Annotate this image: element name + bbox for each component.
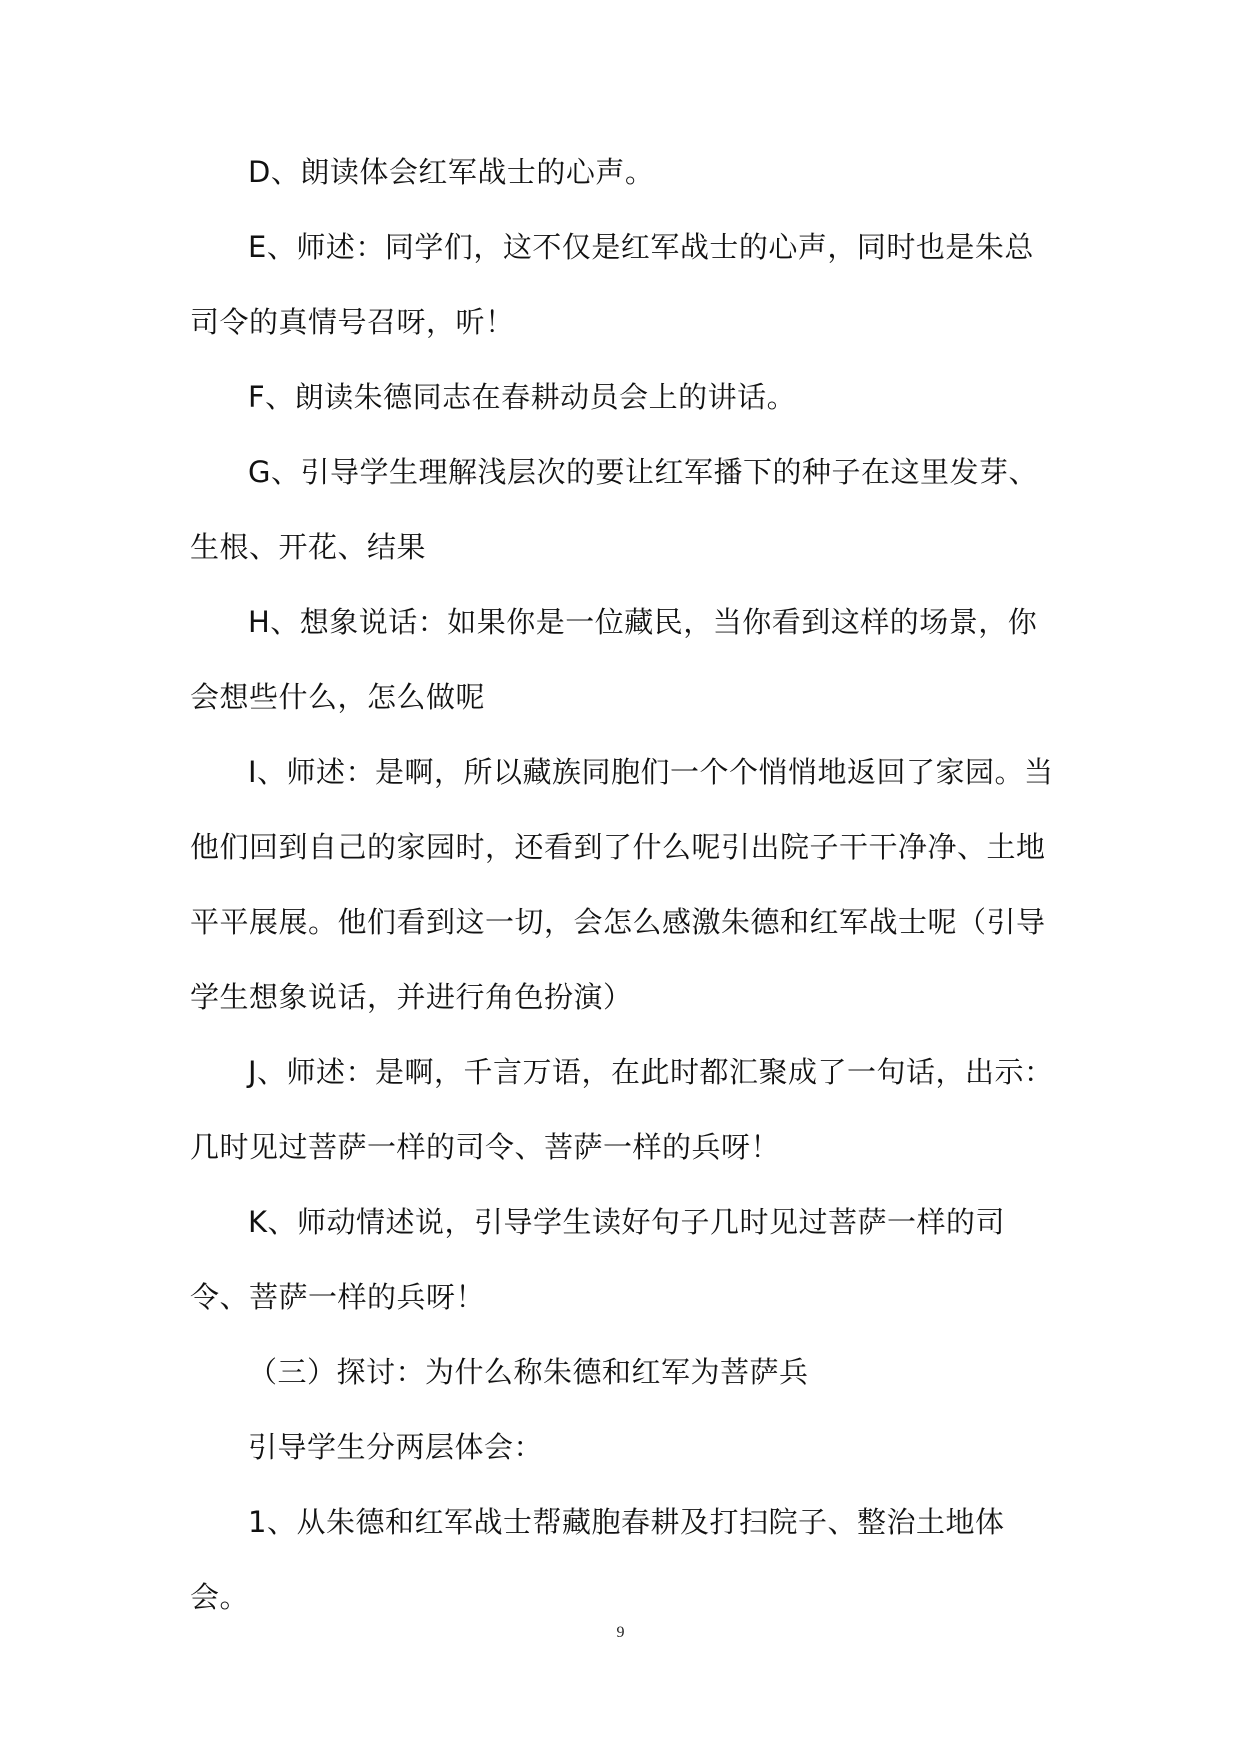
- paragraph-guide: 引导学生分两层体会：: [248, 1430, 544, 1464]
- paragraph-j: J、师述：是啊，千言万语，在此时都汇聚成了一句话，出示：几时见过菩萨一样的司令、菩萨一样的兵呀！: [190, 1055, 1054, 1164]
- section-heading-3: （三）探讨：为什么称朱德和红军为菩萨兵: [248, 1355, 809, 1389]
- paragraph-k: K、师动情述说，引导学生读好句子几时见过菩萨一样的司令、菩萨一样的兵呀！: [190, 1205, 1006, 1314]
- paragraph-e: E、师述：同学们，这不仅是红军战士的心声，同时也是朱总司令的真情号召呀，听！: [190, 230, 1034, 339]
- paragraph-h: H、想象说话：如果你是一位藏民，当你看到这样的场景，你会想些什么，怎么做呢: [190, 605, 1038, 714]
- paragraph-g: G、引导学生理解浅层次的要让红军播下的种子在这里发芽、生根、开花、结果: [190, 455, 1038, 564]
- paragraph-1: 1、从朱德和红军战士帮藏胞春耕及打扫院子、整治土地体会。: [190, 1505, 1005, 1614]
- paragraph-d: D、朗读体会红军战士的心声。: [248, 155, 655, 189]
- paragraph-i: I、师述：是啊，所以藏族同胞们一个个悄悄地返回了家园。当他们回到自己的家园时，还看到了什么呢引出院子干干净净、土地平平展展。他们看到这一切，会怎么感激朱德和红军战士呢（引导学生想象说话，并进行角色扮演）: [190, 755, 1054, 1014]
- page-number: 9: [616, 1624, 625, 1641]
- paragraph-f: F、朗读朱德同志在春耕动员会上的讲话。: [248, 380, 797, 414]
